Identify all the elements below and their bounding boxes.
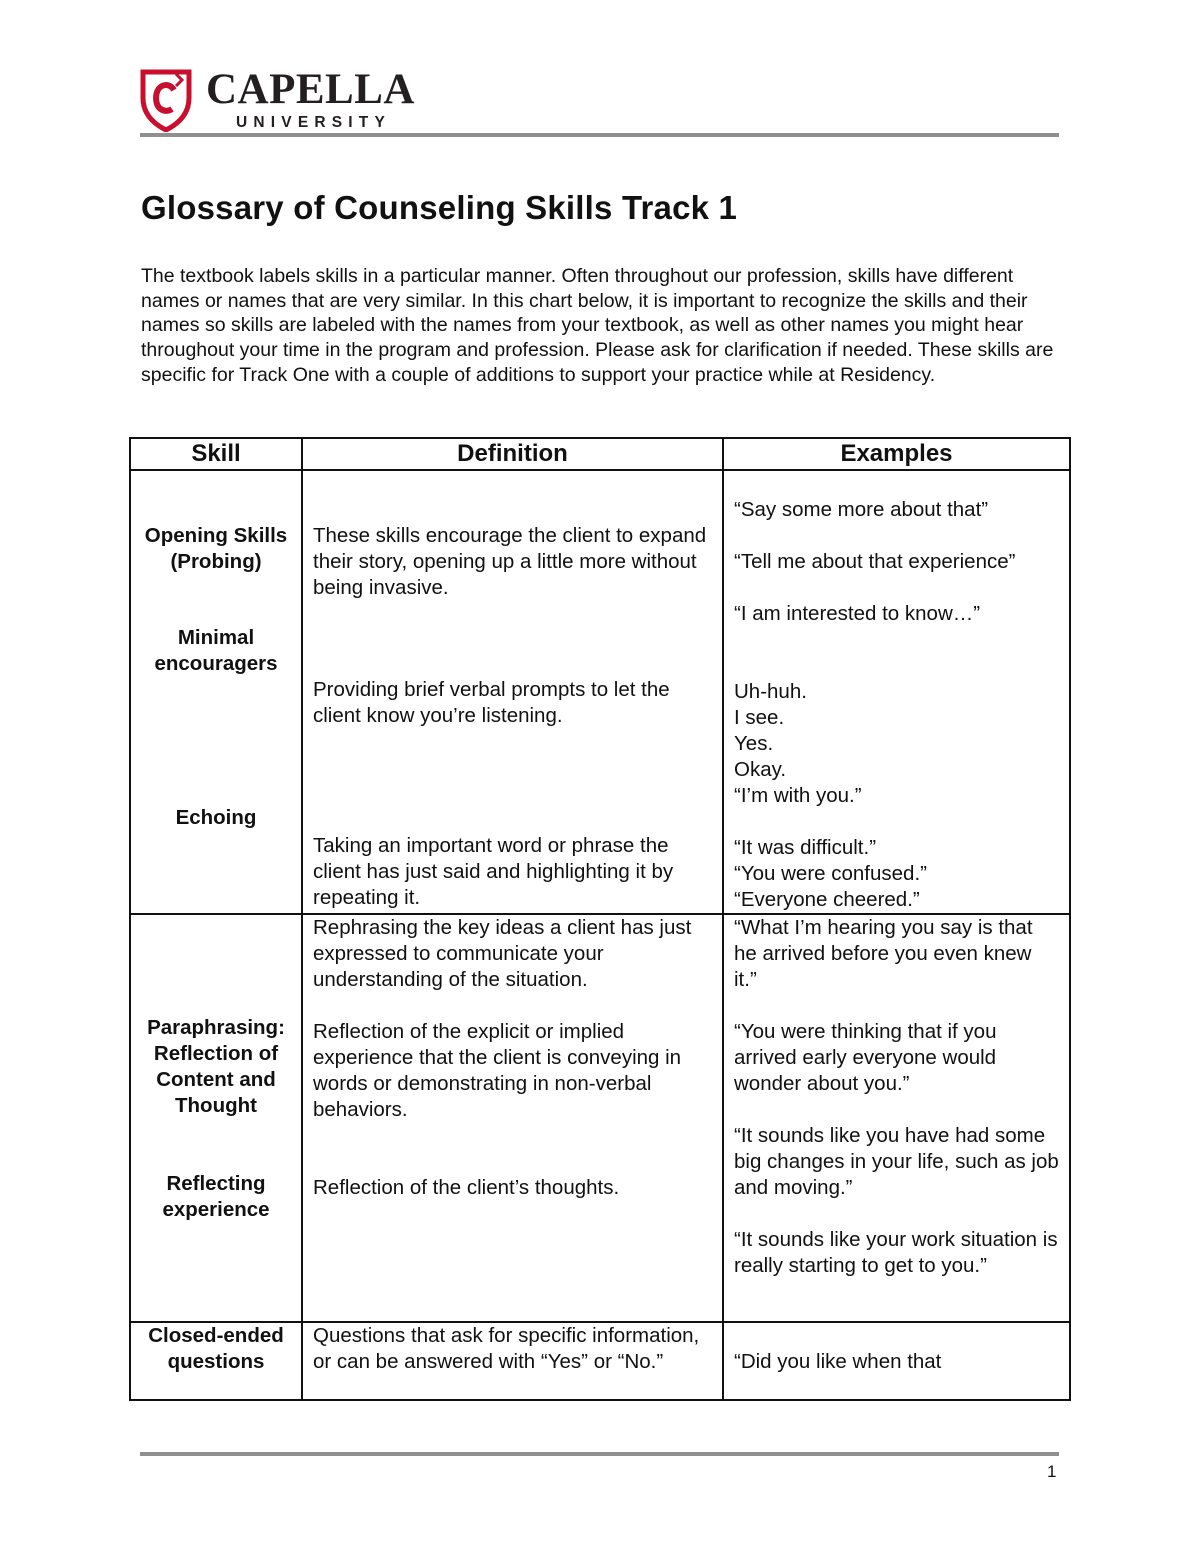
skill-closed-ended-questions: Closed-ended questions <box>148 1324 284 1373</box>
table-row <box>130 470 1070 914</box>
example-text: “What I’m hearing you say is that he arrived before you even knew it.” <box>734 916 1033 991</box>
definition-paraphrasing: Rephrasing the key ideas a client has just expressed to communicate your understanding of the situation. <box>313 916 692 991</box>
examples-cell <box>723 914 1070 1322</box>
example-text: “Tell me about that experience” <box>734 550 1016 573</box>
capella-shield-icon <box>140 68 192 132</box>
example-text: “You were confused.” <box>734 862 927 885</box>
definition-cell <box>302 914 723 1322</box>
header-skill: Skill <box>130 438 302 470</box>
example-text: “Everyone cheered.” <box>734 888 920 911</box>
definition-minimal-encouragers: Providing brief verbal prompts to let the client know you’re listening. <box>313 678 670 727</box>
header-examples: Examples <box>723 438 1070 470</box>
example-text: Yes. <box>734 732 774 755</box>
example-text: “Say some more about that” <box>734 498 989 521</box>
example-text: “I am interested to know…” <box>734 602 981 625</box>
skill-opening: Opening Skills (Probing) <box>144 524 288 573</box>
example-text: I see. <box>734 706 785 729</box>
example-text: “It was difficult.” <box>734 836 877 859</box>
example-text: Uh-huh. <box>734 680 807 703</box>
table-header-row <box>130 438 1070 470</box>
skill-minimal-encouragers: Minimal encouragers <box>154 626 278 675</box>
definition-reflecting-experience: Reflection of the client’s thoughts. <box>313 1176 620 1199</box>
capella-logo <box>140 68 430 132</box>
logo-name: CAPELLA <box>206 66 415 113</box>
example-text: “Did you like when that <box>734 1350 942 1373</box>
example-text: “I’m with you.” <box>734 784 862 807</box>
page-title: Glossary of Counseling Skills Track 1 <box>141 189 738 226</box>
example-text: Okay. <box>734 758 787 781</box>
definition-echoing: Taking an important word or phrase the client has just said and highlighting it by repeating it. <box>313 834 674 909</box>
header-divider <box>140 133 1059 137</box>
skill-echoing: Echoing <box>175 806 257 829</box>
skill-cell <box>130 470 302 914</box>
definition-cell <box>302 1322 723 1400</box>
table-row <box>130 914 1070 1322</box>
examples-cell <box>723 1322 1070 1400</box>
skill-paraphrasing: Paraphrasing: Reflection of Content and Thought <box>147 1016 285 1117</box>
skill-cell <box>130 1322 302 1400</box>
definition-reflection: Reflection of the explicit or implied experience that the client is conveying in words or demonstrating in non-verbal behaviors. <box>313 1020 682 1121</box>
definition-cell <box>302 470 723 914</box>
example-text: “You were thinking that if you arrived early everyone would wonder about you.” <box>734 1020 997 1095</box>
page-number: 1 <box>1047 1462 1057 1481</box>
examples-cell <box>723 470 1070 914</box>
intro-paragraph: The textbook labels skills in a particular manner. Often throughout our profession, skills have different names or names that are very similar. In this chart below, it is important to recognize the skills and their names so skills are labeled with the names from your textbook, as well as other names you might hear throughout your time in the program and profession. Please ask for clarification if needed. These skills are specific for Track One with a couple of additions to support your practice while at Residency. <box>141 265 1054 386</box>
example-text: “It sounds like you have had some big changes in your life, such as job and moving.” <box>734 1124 1059 1199</box>
logo-subtitle: UNIVERSITY <box>236 114 392 131</box>
skill-cell <box>130 914 302 1322</box>
glossary-table <box>129 437 1071 1401</box>
footer-divider <box>140 1452 1059 1456</box>
definition-closed-ended-questions: Questions that ask for specific information, or can be answered with “Yes” or “No.” <box>313 1324 700 1373</box>
table-row <box>130 1322 1070 1400</box>
header-definition: Definition <box>302 438 723 470</box>
definition-opening: These skills encourage the client to expand their story, opening up a little more without being invasive. <box>313 524 707 599</box>
example-text: “It sounds like your work situation is really starting to get to you.” <box>734 1228 1058 1277</box>
skill-reflecting-experience: Reflecting experience <box>162 1172 270 1221</box>
